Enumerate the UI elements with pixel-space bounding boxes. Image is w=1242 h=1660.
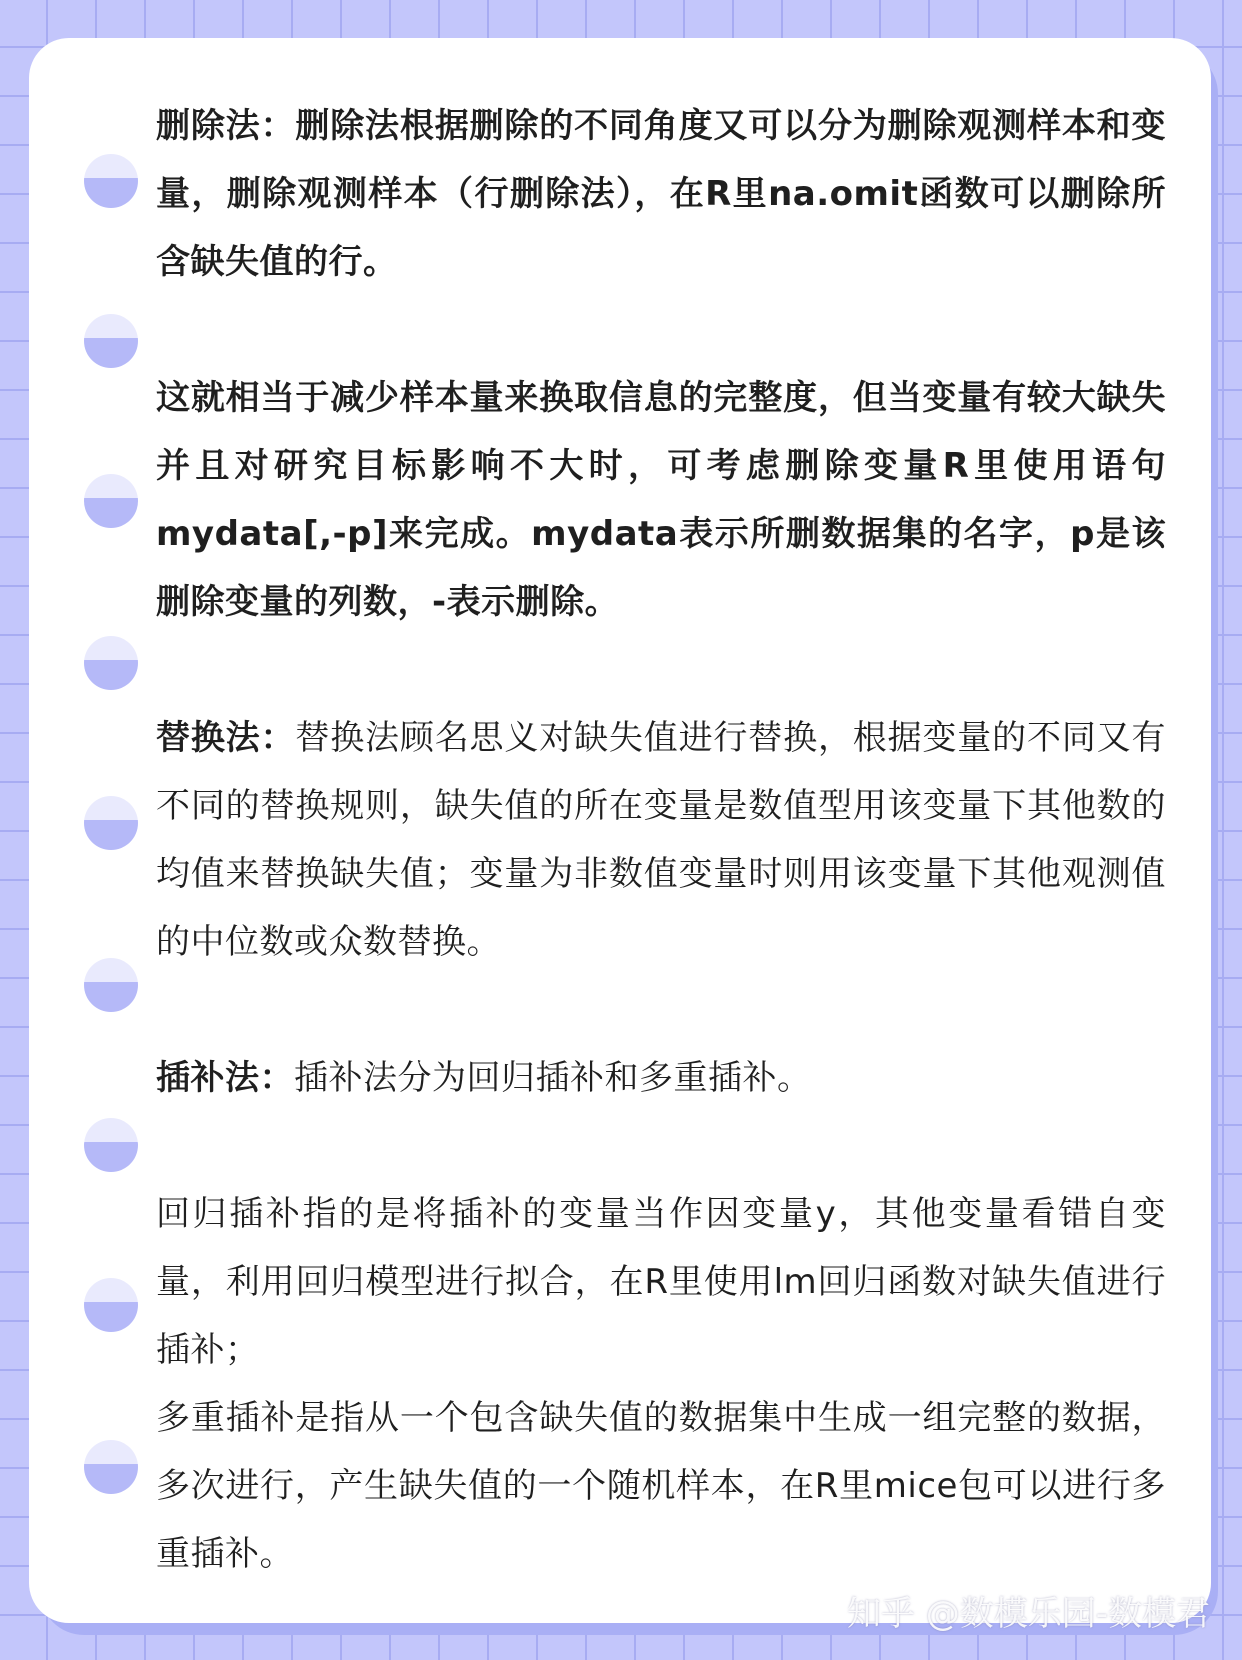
binder-ring [84,1440,138,1494]
deletion-intro-paragraph [156,92,1166,296]
binder-ring [84,796,138,850]
replacement-paragraph [156,704,1166,976]
binder-ring [84,636,138,690]
binder-ring [84,1118,138,1172]
binder-ring [84,1278,138,1332]
regression-imputation-paragraph: 回归插补指的是将插补的变量当作因变量y，其他变量看错自变量，利用回归模型进行拟合，在R里使用lm回归函数对缺失值进行插补； [156,1194,1166,1370]
watermark: 知乎 @数模乐园-数模君 [846,1594,1210,1634]
imputation-heading: 插补法： [156,1058,294,1098]
imputation-text: 插补法分为回归插补和多重插补。 [294,1058,812,1098]
binder-ring [84,958,138,1012]
deletion-detail-paragraph: 这就相当于减少样本量来换取信息的完整度，但当变量有较大缺失并且对研究目标影响不大时，可考虑删除变量R里使用语句mydata[,-p]来完成。mydata表示所删数据集的名字，p是该删除变量的列数，-表示删除。 [156,378,1166,622]
replacement-text: 替换法顾名思义对缺失值进行替换，根据变量的不同又有不同的替换规则，缺失值的所在变量是数值型用该变量下其他数的均值来替换缺失值；变量为非数值变量时则用该变量下其他观测值的中位数或众数替换。 [156,718,1167,962]
binder-ring [84,154,138,208]
deletion-heading: 删除法： [156,106,296,146]
binder-ring [84,314,138,368]
document-body [156,92,1166,1588]
deletion-intro-text: 删除法根据删除的不同角度又可以分为删除观测样本和变量，删除观测样本（行删除法），在R里na.omit函数可以删除所含缺失值的行。 [156,106,1167,282]
binder-ring [84,474,138,528]
multiple-imputation-paragraph: 多重插补是指从一个包含缺失值的数据集中生成一组完整的数据，多次进行，产生缺失值的一个随机样本，在R里mice包可以进行多重插补。 [156,1398,1166,1574]
imputation-paragraph [156,1044,1166,1112]
replacement-heading: 替换法： [156,718,296,758]
